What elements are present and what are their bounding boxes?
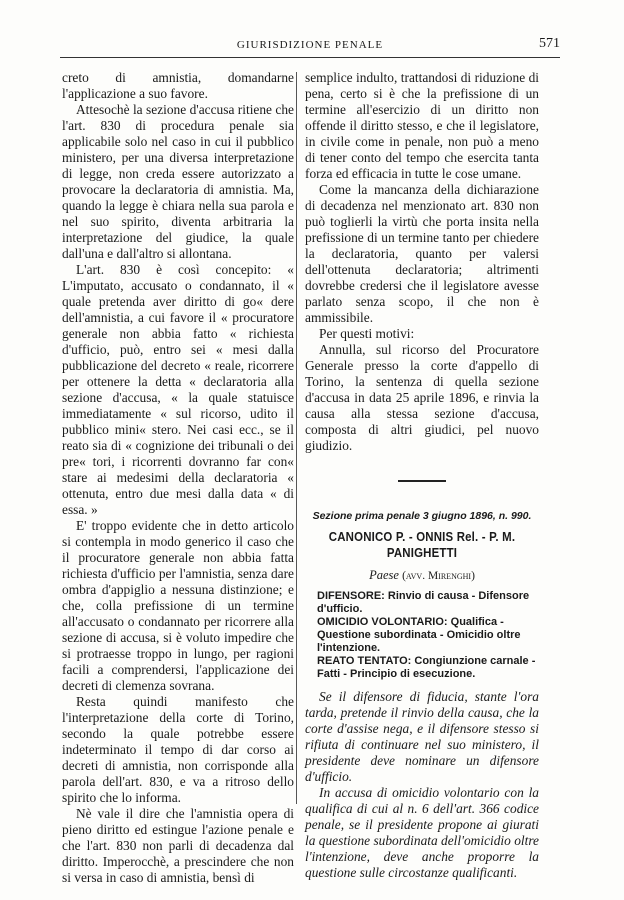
paragraph: semplice indulto, trattandosi di riduzione di pena, certo si è che la prefissione di un termine all'esercizio di un diritto non offende il diritto stesso, e che il legislatore, in civile come in penale, non può a meno di tener conto del tempo che esercita tanta forza ed efficacia in tutte le cose umane.	[305, 70, 539, 181]
summary	[305, 689, 539, 881]
paragraph: Attesochè la sezione d'accusa ritiene che l'art. 830 di procedura penale sia applicabile solo nel caso in cui il pubblico ministero, per una diversa interpretazione di legge, non creda essere autorizzato a provocare la declaratoria di amnistia. Ma, quando la legge è chiara nella sua parola e nel suo spirito, diventa arbitraria la interpretazione del giudice, la quale dall'una e dall'altro si allontana.	[62, 102, 294, 261]
paragraph: Resta quindi manifesto che l'interpretazione della corte di Torino, secondo la quale potrebbe essere indeterminato il tempo di dar corso ai decreti di amnistia, non corrisponde alla parola dell'art. 830, e va a ritroso dello spirito che lo informa.	[62, 694, 294, 805]
case-name: Paese	[369, 568, 399, 582]
paragraph: Annulla, sul ricorso del Procuratore Generale presso la corte d'appello di Torino, la sentenza di quella sezione d'accusa in data 25 aprile 1896, e rinvia la causa alla stessa sezione d'accusa, composta di altri giudici, pel nuovo giudizio.	[305, 342, 539, 453]
left-column	[62, 70, 294, 886]
parties-line: CANONICO P. - ONNIS Rel. - P. M. PANIGHETTI	[328, 529, 516, 560]
massima-text: Qualifica - Questione subordinata - Omicidio oltre l'intenzione.	[317, 616, 521, 654]
case-title	[305, 567, 539, 584]
running-head: GIURISDIZIONE PENALE	[236, 39, 384, 51]
paragraph: Come la mancanza della dichiarazione di decadenza nel menzionato art. 830 non può toglierli la virtù che porta insita nella prefissione di un termine tanto per chiedere la declaratoria, quanto per valersi dell'ottenuta declaratoria; altrimenti dovrebbe credersi che il legislatore avesse parlato senza scopo, il che non è ammissibile.	[305, 182, 539, 325]
page-number: 571	[539, 36, 560, 51]
massima-keyword: REATO TENTATO:	[317, 655, 412, 667]
massima	[305, 616, 539, 655]
column-divider	[296, 72, 297, 804]
paragraph: L'art. 830 è così concepito: « L'imputato, accusato o condannato, il « quale pretenda aver diritto di go« dere dell'amnistia, a cui favore il « procuratore generale non abbia fatto « richiesta d'ufficio, può, entro sei « mesi dalla pubblicazione del decreto « reale, ricorrere per ottenere la detta « declaratoria alla sezione d'accusa, « la quale statuisce immediatamente « sul ricorso, udito il pubblico mini« stero. Nei casi ecc., se il reato sia di « cognizione dei tribunali o dei pre« tori, i ricorrenti dovranno far con« stare ai medesimi della declaratoria « ottenuta, entro due mesi dalla data « di essa. »	[62, 262, 294, 517]
page-header	[60, 35, 560, 58]
massima-text: Rinvio di causa - Difensore d'ufficio.	[317, 590, 530, 615]
paragraph: E' troppo evidente che in detto articolo si contempla in modo generico il caso che il procuratore generale non abbia fatta richiesta d'ufficio per l'amnistia, senza dare ombra d'appiglio a nessuna distinzione; e che, colla prefissione di un termine all'accusato o condannato per ricorrere alla sezione di accusa, si è voluto impedire che si protraesse troppo in lungo, per ragioni facili a comprendersi, l'applicazione dei decreti di clemenza sovrana.	[62, 518, 294, 693]
paragraph: Nè vale il dire che l'amnistia opera di pieno diritto ed estingue l'azione penale e che l'art. 830 non parli di decadenza dal diritto. Imperocchè, a prescindere che non si versa in caso di amnistia, bensì di	[62, 806, 294, 885]
massima	[305, 655, 539, 681]
summary-paragraph: In accusa di omicidio volontario con la qualifica di cui al n. 6 dell'art. 366 codice penale, se il presidente propone ai giurati la questione subordinata dell'omicidio oltre l'intenzione, deve anche proporre la questione sulle circostanze qualificanti.	[305, 785, 539, 880]
massima-text: Congiunzione carnale - Fatti - Principio di esecuzione.	[317, 655, 536, 680]
case-counsel: (avv. Mirenghi)	[402, 570, 475, 582]
massima-keyword: OMICIDIO VOLONTARIO:	[317, 616, 448, 628]
summary-paragraph: Se il difensore di fiducia, stante l'ora tarda, pretende il rinvio della causa, che la corte d'assise nega, e il difensore stesso si rifiuta di continuare nel suo ministero, il presidente deve nominare un difensore d'ufficio.	[305, 689, 539, 784]
session-line: Sezione prima penale 3 giugno 1896, n. 990.	[312, 510, 532, 522]
massima-keyword: DIFENSORE:	[317, 590, 385, 602]
right-column	[305, 70, 539, 881]
paragraph: Per questi motivi:	[319, 326, 415, 341]
paragraph: creto di amnistia, domandarne l'applicazione a suo favore.	[62, 70, 294, 101]
massima	[305, 590, 539, 616]
section-rule	[398, 480, 446, 482]
